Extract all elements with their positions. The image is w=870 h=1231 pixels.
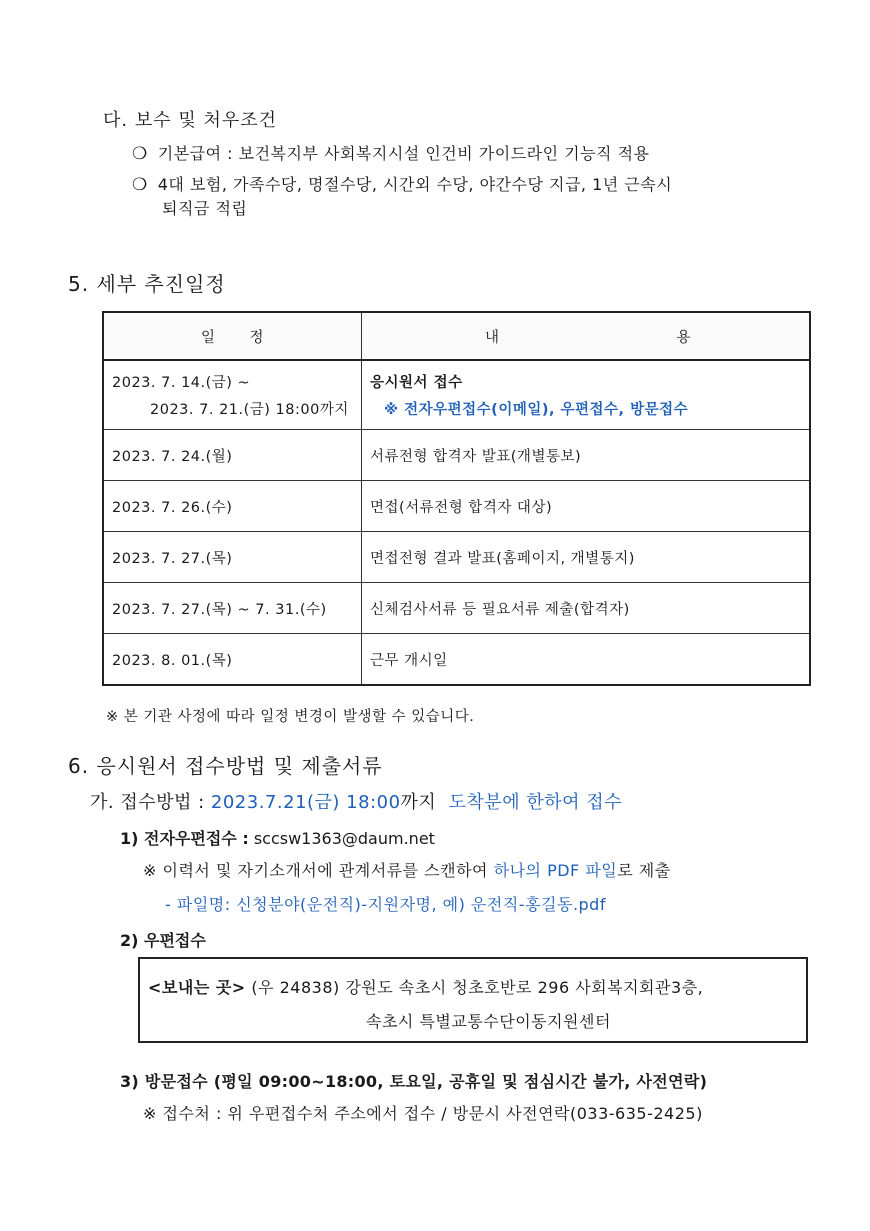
table-row [103,430,810,481]
content-cell: 근무 개시일 [362,634,811,686]
deadline-suffix: 까지 [400,792,437,813]
table-row [103,360,810,430]
address-line-2: 속초시 특별교통수단이동지원센터 [366,1012,611,1031]
arrival-only-note: 도착분에 한하여 접수 [448,792,622,813]
table-row [103,634,810,686]
circle-bullet-icon: ❍ [132,175,148,195]
filename-rule: - 파일명: 신청분야(운전직)-지원자명, 예) 운전직-홍길동.pdf [165,895,606,914]
date-cell: 2023. 7. 26.(수) [103,481,362,532]
addr-label: <보내는 곳> [148,978,246,997]
content-cell: 신체검사서류 등 필요서류 제출(합격자) [362,583,811,634]
pdf-emphasis: 하나의 PDF 파일 [493,861,618,880]
benefit-item-salary [132,141,650,164]
date-cell: 2023. 7. 14.(금) ~ 2023. 7. 21.(금) 18:00까지 [103,360,362,430]
benefit-text: 기본급여 : 보건복지부 사회복지시설 인건비 가이드라인 기능직 적용 [157,144,650,163]
section-da-title: 다. 보수 및 처우조건 [103,110,277,131]
visit-label: 3) 방문접수 (평일 09:00~18:00, 토요일, 공휴일 및 점심시간 불가, 사전연락) [120,1072,708,1091]
benefit-item-allowances [132,172,672,195]
method-label: 가. 접수방법 : [90,792,205,813]
content-cell: 응시원서 접수 ※ 전자우편접수(이메일), 우편접수, 방문접수 [362,360,811,430]
visit-note: ※ 접수처 : 위 우편접수처 주소에서 접수 / 방문시 사전연락(033-635-2425) [143,1104,703,1123]
date-cell: 2023. 7. 24.(월) [103,430,362,481]
table-header-date: 일 정 [103,312,362,360]
table-row [103,583,810,634]
circle-bullet-icon: ❍ [132,144,148,164]
schedule-note: ※ 본 기관 사정에 따라 일정 변경이 발생할 수 있습니다. [106,709,475,725]
content-cell: 면접전형 결과 발표(홈페이지, 개별통지) [362,532,811,583]
section-5-title: 5. 세부 추진일정 [68,272,226,296]
date-cell: 2023. 7. 27.(목) ~ 7. 31.(수) [103,583,362,634]
email-address: sccsw1363@daum.net [253,829,435,848]
email-submission [120,826,435,849]
deadline: 2023.7.21(금) 18:00 [210,792,401,813]
application-method [90,788,622,814]
table-row [103,532,810,583]
content-cell: 서류전형 합격자 발표(개별통보) [362,430,811,481]
post-label: 2) 우편접수 [120,931,206,950]
address-box [138,957,808,1043]
section-6-title: 6. 응시원서 접수방법 및 제출서류 [68,754,383,778]
schedule-table [102,311,811,686]
email-note: ※ 이력서 및 자기소개서에 관계서류를 스캔하여 하나의 PDF 파일로 제출 [143,861,671,880]
benefit-continuation: 퇴직금 적립 [162,199,248,218]
content-cell: 면접(서류전형 합격자 대상) [362,481,811,532]
table-header-content: 내 용 [362,312,811,360]
table-row [103,481,810,532]
email-label: 1) 전자우편접수 : [120,829,249,848]
benefit-text: 4대 보험, 가족수당, 명절수당, 시간외 수당, 야간수당 지급, 1년 근속시 [157,175,673,194]
date-cell: 2023. 8. 01.(목) [103,634,362,686]
address-line-1: <보내는 곳> (우 24838) 강원도 속초시 청초호반로 296 사회복지회관3층, [148,978,704,997]
date-cell: 2023. 7. 27.(목) [103,532,362,583]
